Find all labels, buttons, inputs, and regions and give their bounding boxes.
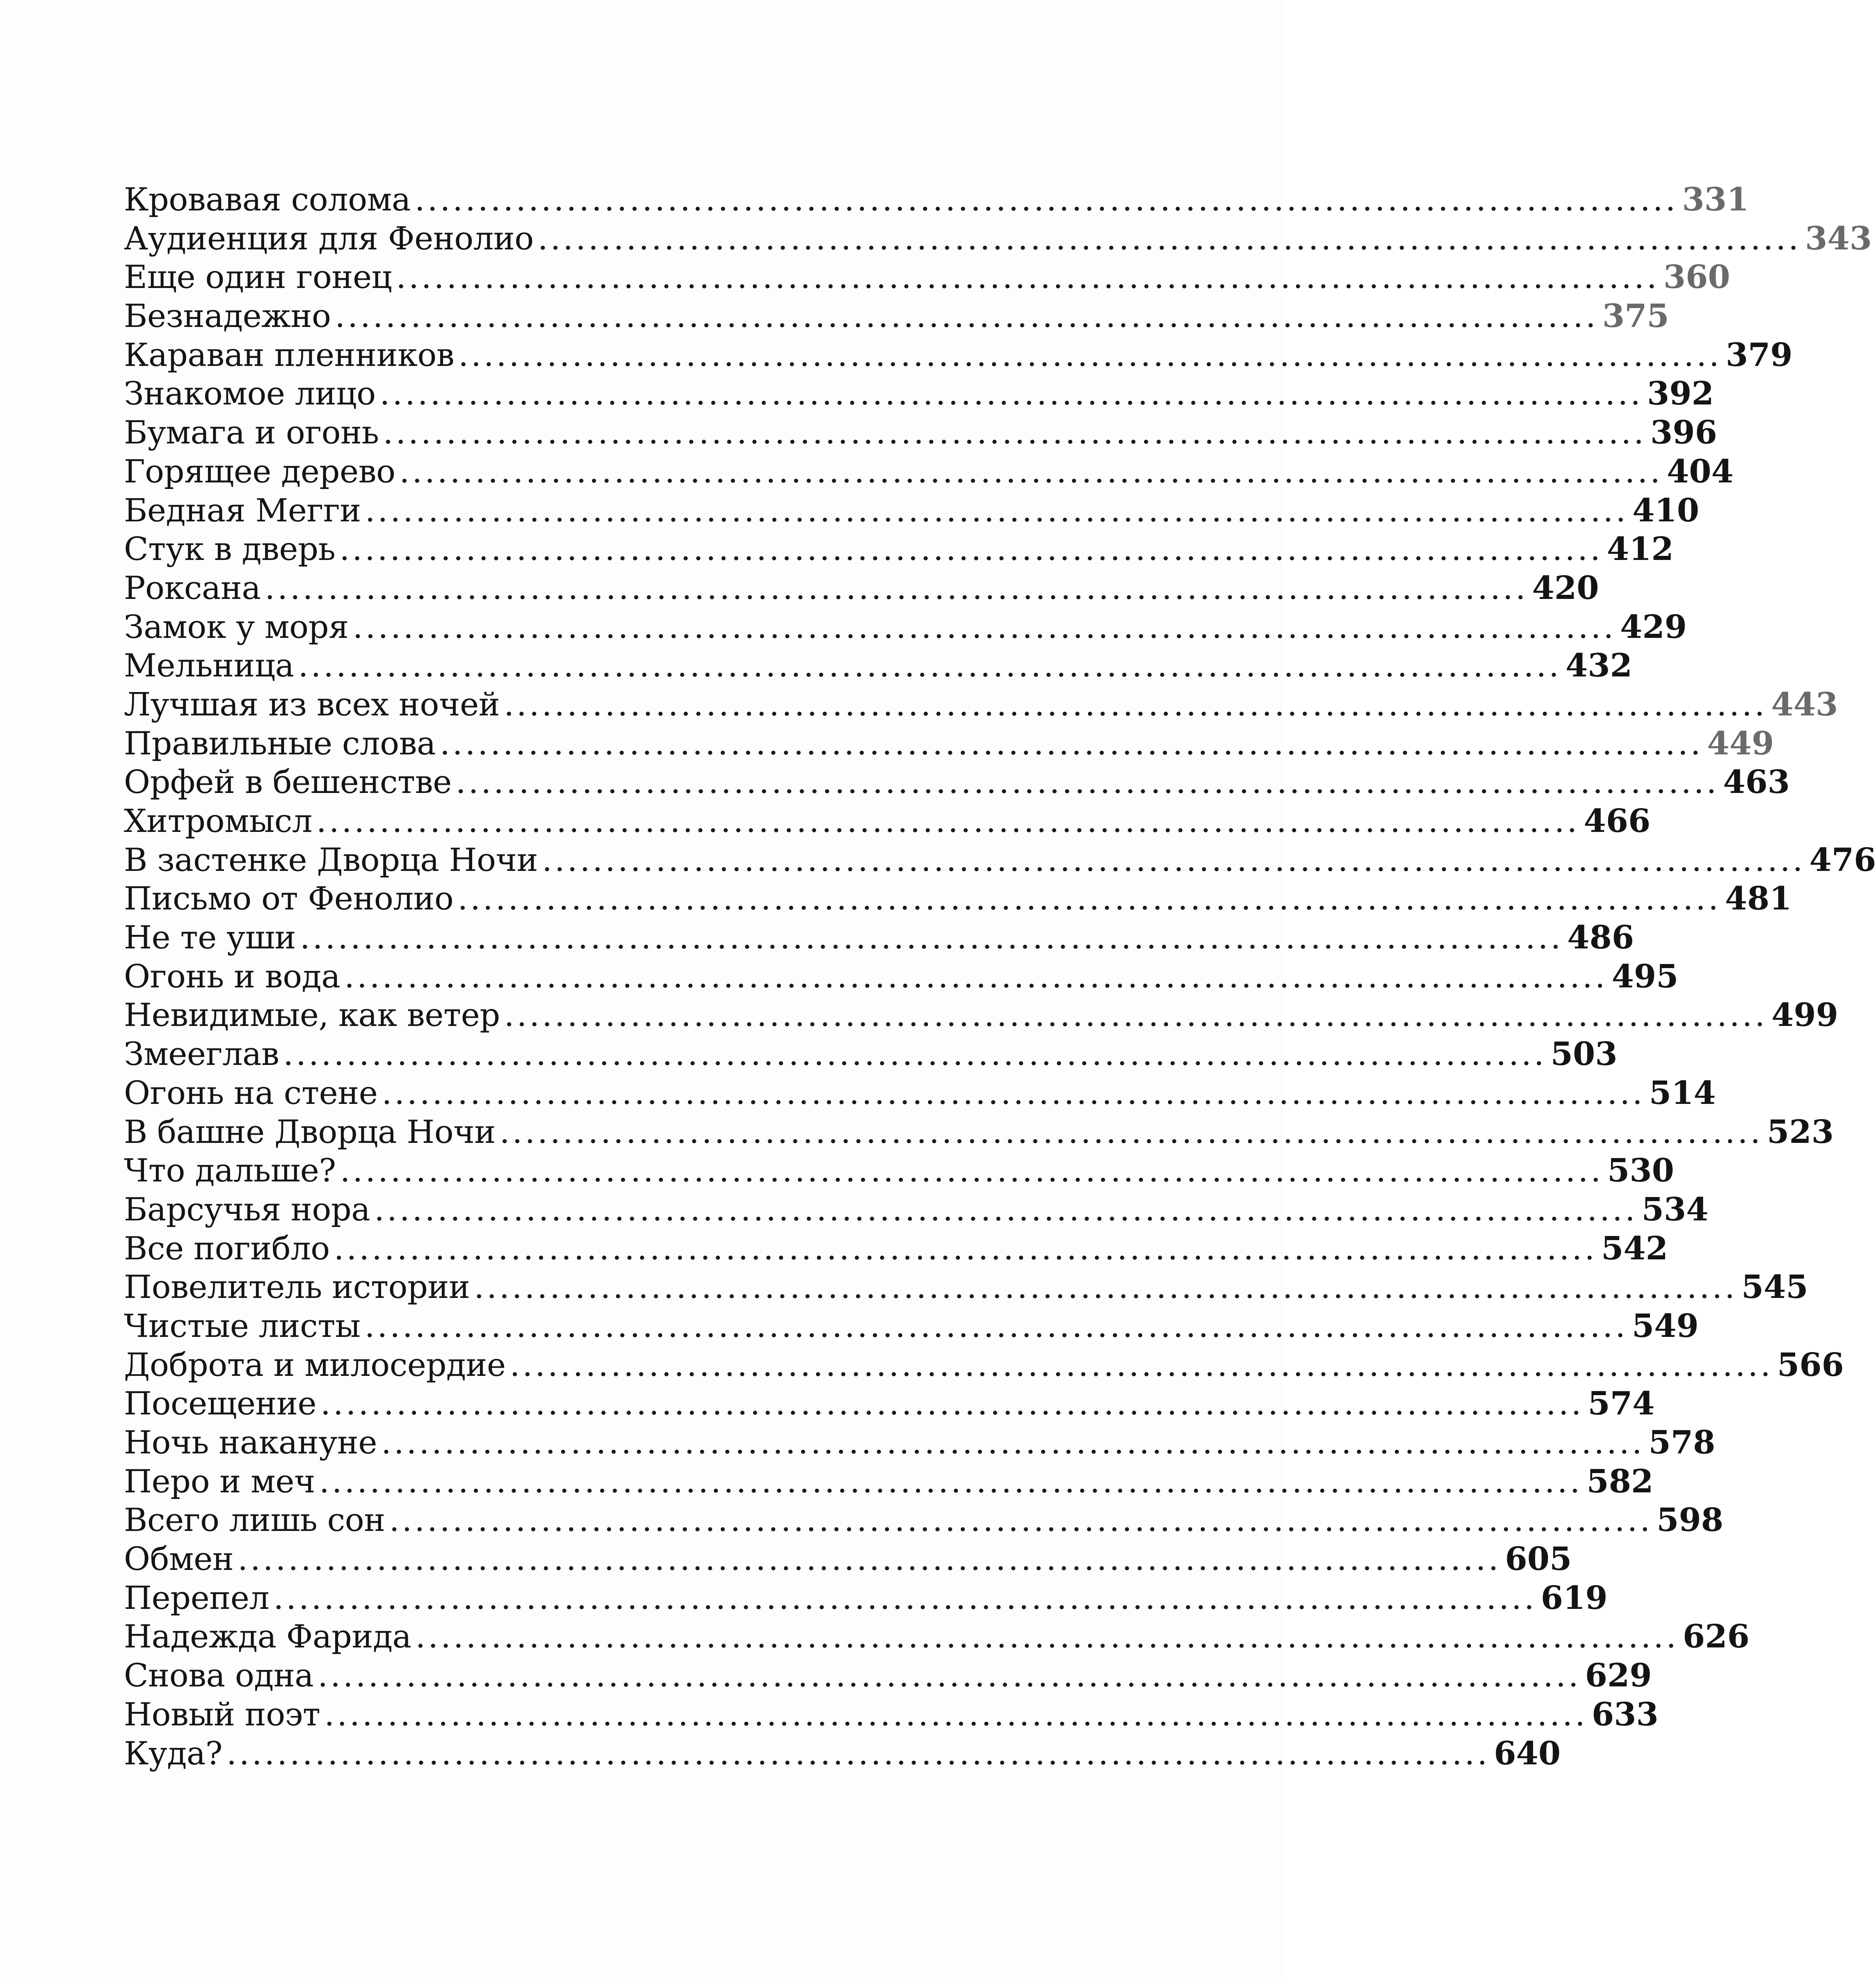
toc-entry — [124, 1656, 1652, 1695]
dot-leader: .................................................................................................... — [316, 803, 1580, 840]
toc-entry-page: 534 — [1641, 1190, 1709, 1228]
toc-entry-title: Орфей в бешенстве — [124, 764, 452, 801]
toc-entry-title: Барсучья нора — [124, 1191, 370, 1228]
toc-entry — [124, 957, 1679, 996]
toc-entry — [124, 1346, 1844, 1385]
toc-entry-page: 598 — [1657, 1501, 1723, 1539]
dot-leader: .................................................................................................... — [504, 686, 1767, 723]
toc-entry-title: Правильные слова — [124, 725, 436, 762]
toc-entry-title: Снова одна — [124, 1657, 314, 1695]
toc-entry-title: Новый поэт — [124, 1696, 320, 1733]
dot-leader: .................................................................................................... — [335, 298, 1598, 335]
toc-entry-title: Письмо от Фенолио — [124, 880, 454, 918]
dot-leader: .................................................................................................... — [265, 569, 1528, 607]
toc-entry-page: 486 — [1567, 919, 1634, 957]
toc-entry-title: Куда? — [124, 1735, 223, 1772]
toc-entry-page: 392 — [1647, 375, 1714, 413]
toc-entry-title: Не те уши — [124, 919, 296, 957]
toc-entry-page: 481 — [1725, 880, 1792, 918]
toc-entry-title: Мельница — [124, 647, 294, 685]
toc-entry — [124, 1035, 1618, 1074]
toc-entry — [124, 414, 1717, 452]
toc-entry-page: 514 — [1649, 1074, 1716, 1112]
toc-entry — [124, 647, 1632, 685]
toc-entry-title: Повелитель истории — [124, 1269, 470, 1306]
toc-entry-page: 449 — [1707, 724, 1774, 762]
toc-entry-title: Аудиенция для Фенолио — [124, 220, 534, 257]
toc-entry-title: Караван пленников — [124, 336, 455, 374]
toc-entry-page: 582 — [1586, 1462, 1654, 1500]
toc-entry-title: Огонь и вода — [124, 958, 340, 995]
toc-entry-page: 549 — [1632, 1307, 1699, 1345]
dot-leader: .................................................................................................... — [226, 1735, 1490, 1772]
toc-entry — [124, 608, 1687, 647]
toc-entry — [124, 569, 1599, 608]
toc-entry — [124, 1229, 1668, 1268]
dot-leader: .................................................................................................... — [414, 181, 1678, 218]
dot-leader: .................................................................................................... — [340, 1152, 1604, 1190]
toc-entry-page: 412 — [1606, 530, 1674, 568]
toc-entry-title: Все погибло — [124, 1230, 330, 1267]
toc-entry-page: 566 — [1777, 1346, 1844, 1384]
dot-leader: .................................................................................................... — [298, 647, 1562, 685]
toc-entry-page: 396 — [1650, 414, 1717, 452]
toc-entry — [124, 1540, 1572, 1579]
toc-entry-page: 375 — [1602, 297, 1669, 335]
toc-entry — [124, 491, 1699, 530]
toc-entry-title: Огонь на стене — [124, 1074, 378, 1112]
toc-entry-page: 503 — [1550, 1035, 1618, 1073]
toc-entry-title: Стук в дверь — [124, 531, 336, 568]
dot-leader: .................................................................................................... — [474, 1269, 1737, 1306]
toc-entry-page: 476 — [1809, 841, 1876, 879]
toc-entry — [124, 1113, 1834, 1152]
dot-leader: .................................................................................................... — [318, 1657, 1581, 1695]
toc-entry-page: 578 — [1648, 1424, 1716, 1461]
toc-entry — [124, 452, 1734, 491]
toc-entry — [124, 1384, 1655, 1423]
toc-entry-page: 523 — [1767, 1113, 1834, 1151]
toc-entry-title: Невидимые, как ветер — [124, 997, 500, 1034]
toc-entry-page: 420 — [1532, 569, 1599, 607]
dot-leader: .................................................................................................... — [374, 1191, 1638, 1228]
toc-entry-title: Еще один гонец — [124, 259, 392, 296]
toc-entry-title: Доброта и милосердие — [124, 1346, 506, 1384]
toc-entry — [124, 1268, 1808, 1307]
toc-entry-page: 466 — [1584, 802, 1651, 840]
toc-entry-page: 530 — [1607, 1152, 1674, 1190]
toc-entry-page: 410 — [1632, 491, 1699, 529]
toc-entry-page: 605 — [1505, 1540, 1572, 1578]
dot-leader: .................................................................................................... — [458, 336, 1722, 374]
toc-entry-title: Всего лишь сон — [124, 1502, 385, 1539]
toc-entry — [124, 1579, 1608, 1618]
dot-leader: .................................................................................................... — [299, 919, 1563, 957]
dot-leader: .................................................................................................... — [504, 997, 1768, 1034]
dot-leader: .................................................................................................... — [339, 531, 1603, 568]
dot-leader: .................................................................................................... — [537, 220, 1801, 257]
toc-entry-title: Хитромысл — [124, 803, 313, 840]
dot-leader: .................................................................................................... — [389, 1502, 1653, 1539]
toc-entry-title: Кровавая солома — [124, 181, 411, 218]
toc-entry — [124, 685, 1838, 724]
toc-entry — [124, 1151, 1674, 1190]
toc-entry-page: 443 — [1771, 685, 1838, 723]
toc-entry-title: Перепел — [124, 1579, 270, 1617]
dot-leader: .................................................................................................... — [542, 841, 1805, 879]
dot-leader: .................................................................................................... — [382, 1074, 1645, 1112]
toc-entry-page: 360 — [1663, 258, 1730, 296]
toc-entry — [124, 880, 1792, 918]
toc-entry-title: Посещение — [124, 1385, 317, 1423]
toc-entry-page: 619 — [1540, 1579, 1608, 1617]
toc-entry-title: В башне Дворца Ночи — [124, 1113, 496, 1151]
dot-leader: .................................................................................................... — [499, 1113, 1763, 1151]
toc-entry-page: 343 — [1805, 219, 1872, 257]
dot-leader: .................................................................................................... — [319, 1463, 1583, 1500]
toc-entry-page: 495 — [1611, 957, 1679, 995]
toc-entry-page: 640 — [1494, 1734, 1561, 1772]
toc-entry-title: Роксана — [124, 569, 261, 607]
toc-entry — [124, 1734, 1561, 1773]
toc-entry-page: 404 — [1666, 452, 1734, 490]
toc-entry-page: 626 — [1682, 1618, 1750, 1656]
toc-entry — [124, 1074, 1716, 1113]
toc-entry-title: Что дальше? — [124, 1152, 336, 1190]
dot-leader: .................................................................................................... — [455, 764, 1719, 801]
toc-entry-title: Бедная Мегги — [124, 492, 361, 529]
dot-leader: .................................................................................................... — [283, 1036, 1547, 1073]
dot-leader: .................................................................................................... — [396, 259, 1659, 296]
dot-leader: .................................................................................................... — [344, 958, 1608, 995]
toc-entry — [124, 1423, 1716, 1462]
dot-leader: .................................................................................................... — [320, 1385, 1584, 1423]
toc-entry — [124, 1307, 1699, 1346]
toc-entry — [124, 841, 1876, 880]
dot-leader: .................................................................................................... — [365, 492, 1629, 529]
table-of-contents — [124, 180, 1876, 1773]
toc-entry — [124, 1501, 1723, 1540]
toc-entry-page: 463 — [1723, 763, 1790, 801]
toc-entry-title: Бумага и огонь — [124, 414, 379, 452]
toc-entry — [124, 1462, 1654, 1501]
toc-entry-title: Обмен — [124, 1541, 234, 1578]
toc-entry — [124, 1190, 1709, 1229]
toc-entry-title: Лучшая из всех ночей — [124, 686, 500, 723]
toc-entry-page: 629 — [1585, 1657, 1652, 1695]
toc-entry-title: Замок у моря — [124, 608, 349, 646]
dot-leader: .................................................................................................... — [383, 414, 1646, 452]
toc-entry-title: Ночь накануне — [124, 1424, 377, 1461]
toc-entry-title: Знакомое лицо — [124, 375, 376, 413]
dot-leader: .................................................................................................... — [324, 1696, 1588, 1733]
dot-leader: .................................................................................................... — [379, 375, 1643, 413]
toc-entry-title: Горящее дерево — [124, 453, 395, 490]
toc-entry — [124, 336, 1793, 375]
toc-entry-page: 499 — [1771, 996, 1838, 1034]
dot-leader: .................................................................................................... — [334, 1230, 1597, 1267]
toc-entry — [124, 996, 1838, 1035]
toc-entry-page: 633 — [1591, 1695, 1659, 1733]
toc-entry — [124, 219, 1872, 258]
toc-entry — [124, 180, 1749, 219]
toc-entry-title: Змееглав — [124, 1036, 279, 1073]
toc-entry — [124, 918, 1634, 957]
dot-leader: .................................................................................................... — [381, 1424, 1645, 1461]
dot-leader: .................................................................................................... — [273, 1579, 1537, 1617]
toc-entry-title: Надежда Фарида — [124, 1618, 411, 1656]
toc-entry — [124, 1617, 1750, 1656]
toc-entry-page: 379 — [1725, 336, 1793, 374]
dot-leader: .................................................................................................... — [364, 1307, 1628, 1345]
toc-entry-page: 545 — [1741, 1268, 1808, 1306]
toc-entry — [124, 375, 1714, 414]
toc-entry-page: 542 — [1601, 1229, 1668, 1267]
toc-entry — [124, 258, 1730, 297]
toc-entry-title: Чистые листы — [124, 1307, 361, 1345]
dot-leader: .................................................................................................... — [238, 1541, 1501, 1578]
toc-entry — [124, 802, 1651, 841]
toc-entry-page: 331 — [1682, 181, 1749, 218]
dot-leader: .................................................................................................... — [510, 1346, 1773, 1384]
toc-entry — [124, 297, 1669, 336]
toc-entry-page: 429 — [1620, 608, 1687, 646]
toc-entry-title: Безнадежно — [124, 298, 331, 335]
toc-entry-title: Перо и меч — [124, 1463, 315, 1500]
dot-leader: .................................................................................................... — [440, 725, 1703, 762]
toc-entry — [124, 530, 1674, 569]
toc-entry — [124, 1695, 1659, 1734]
toc-entry — [124, 763, 1790, 802]
toc-entry-page: 432 — [1565, 647, 1632, 685]
toc-entry-title: В застенке Дворца Ночи — [124, 841, 538, 879]
dot-leader: .................................................................................................... — [457, 880, 1721, 918]
dot-leader: .................................................................................................... — [415, 1618, 1679, 1656]
dot-leader: .................................................................................................... — [399, 453, 1663, 490]
dot-leader: .................................................................................................... — [352, 608, 1616, 646]
toc-entry — [124, 724, 1774, 763]
toc-entry-page: 574 — [1588, 1385, 1655, 1423]
